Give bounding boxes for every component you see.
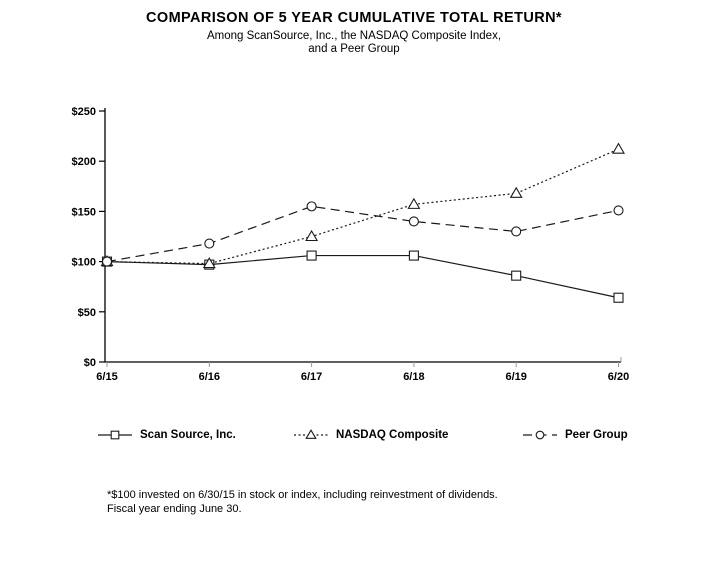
line-chart-plot <box>0 70 708 400</box>
footnote-line-2: Fiscal year ending June 30. <box>107 503 242 515</box>
legend-item-scansource <box>98 429 236 441</box>
legend-label-scansource: Scan Source, Inc. <box>140 429 236 441</box>
triangle-marker-icon <box>294 429 328 441</box>
svg-text:$250: $250 <box>71 106 96 118</box>
svg-text:$150: $150 <box>71 206 96 219</box>
chart-subtitle-line-1: Among ScanSource, Inc., the NASDAQ Composite Index, <box>206 30 502 42</box>
svg-text:6/17: 6/17 <box>300 371 323 383</box>
svg-text:6/19: 6/19 <box>505 371 527 383</box>
chart-title: COMPARISON OF 5 YEAR CUMULATIVE TOTAL RETURN* <box>146 10 562 26</box>
legend-item-nasdaq <box>294 429 448 441</box>
circle-marker-icon <box>523 429 557 441</box>
svg-text:6/20: 6/20 <box>607 371 630 383</box>
footnote-line-1: *$100 invested on 6/30/15 in stock or index, including reinvestment of dividends. <box>107 489 498 501</box>
chart-legend <box>0 429 708 445</box>
chart-footnote <box>107 488 498 516</box>
legend-item-peer-group <box>523 429 628 441</box>
svg-text:6/18: 6/18 <box>403 371 425 383</box>
square-marker-icon <box>98 429 132 441</box>
legend-label-nasdaq: NASDAQ Composite <box>336 429 449 441</box>
svg-text:$100: $100 <box>71 256 96 269</box>
svg-text:6/15: 6/15 <box>96 371 118 383</box>
legend-label-peer-group: Peer Group <box>565 429 628 441</box>
chart-subtitle-line-2: and a Peer Group <box>308 43 400 55</box>
svg-text:$0: $0 <box>83 357 96 369</box>
svg-text:$200: $200 <box>71 156 96 169</box>
svg-text:$50: $50 <box>77 306 96 319</box>
svg-text:6/16: 6/16 <box>198 371 221 383</box>
